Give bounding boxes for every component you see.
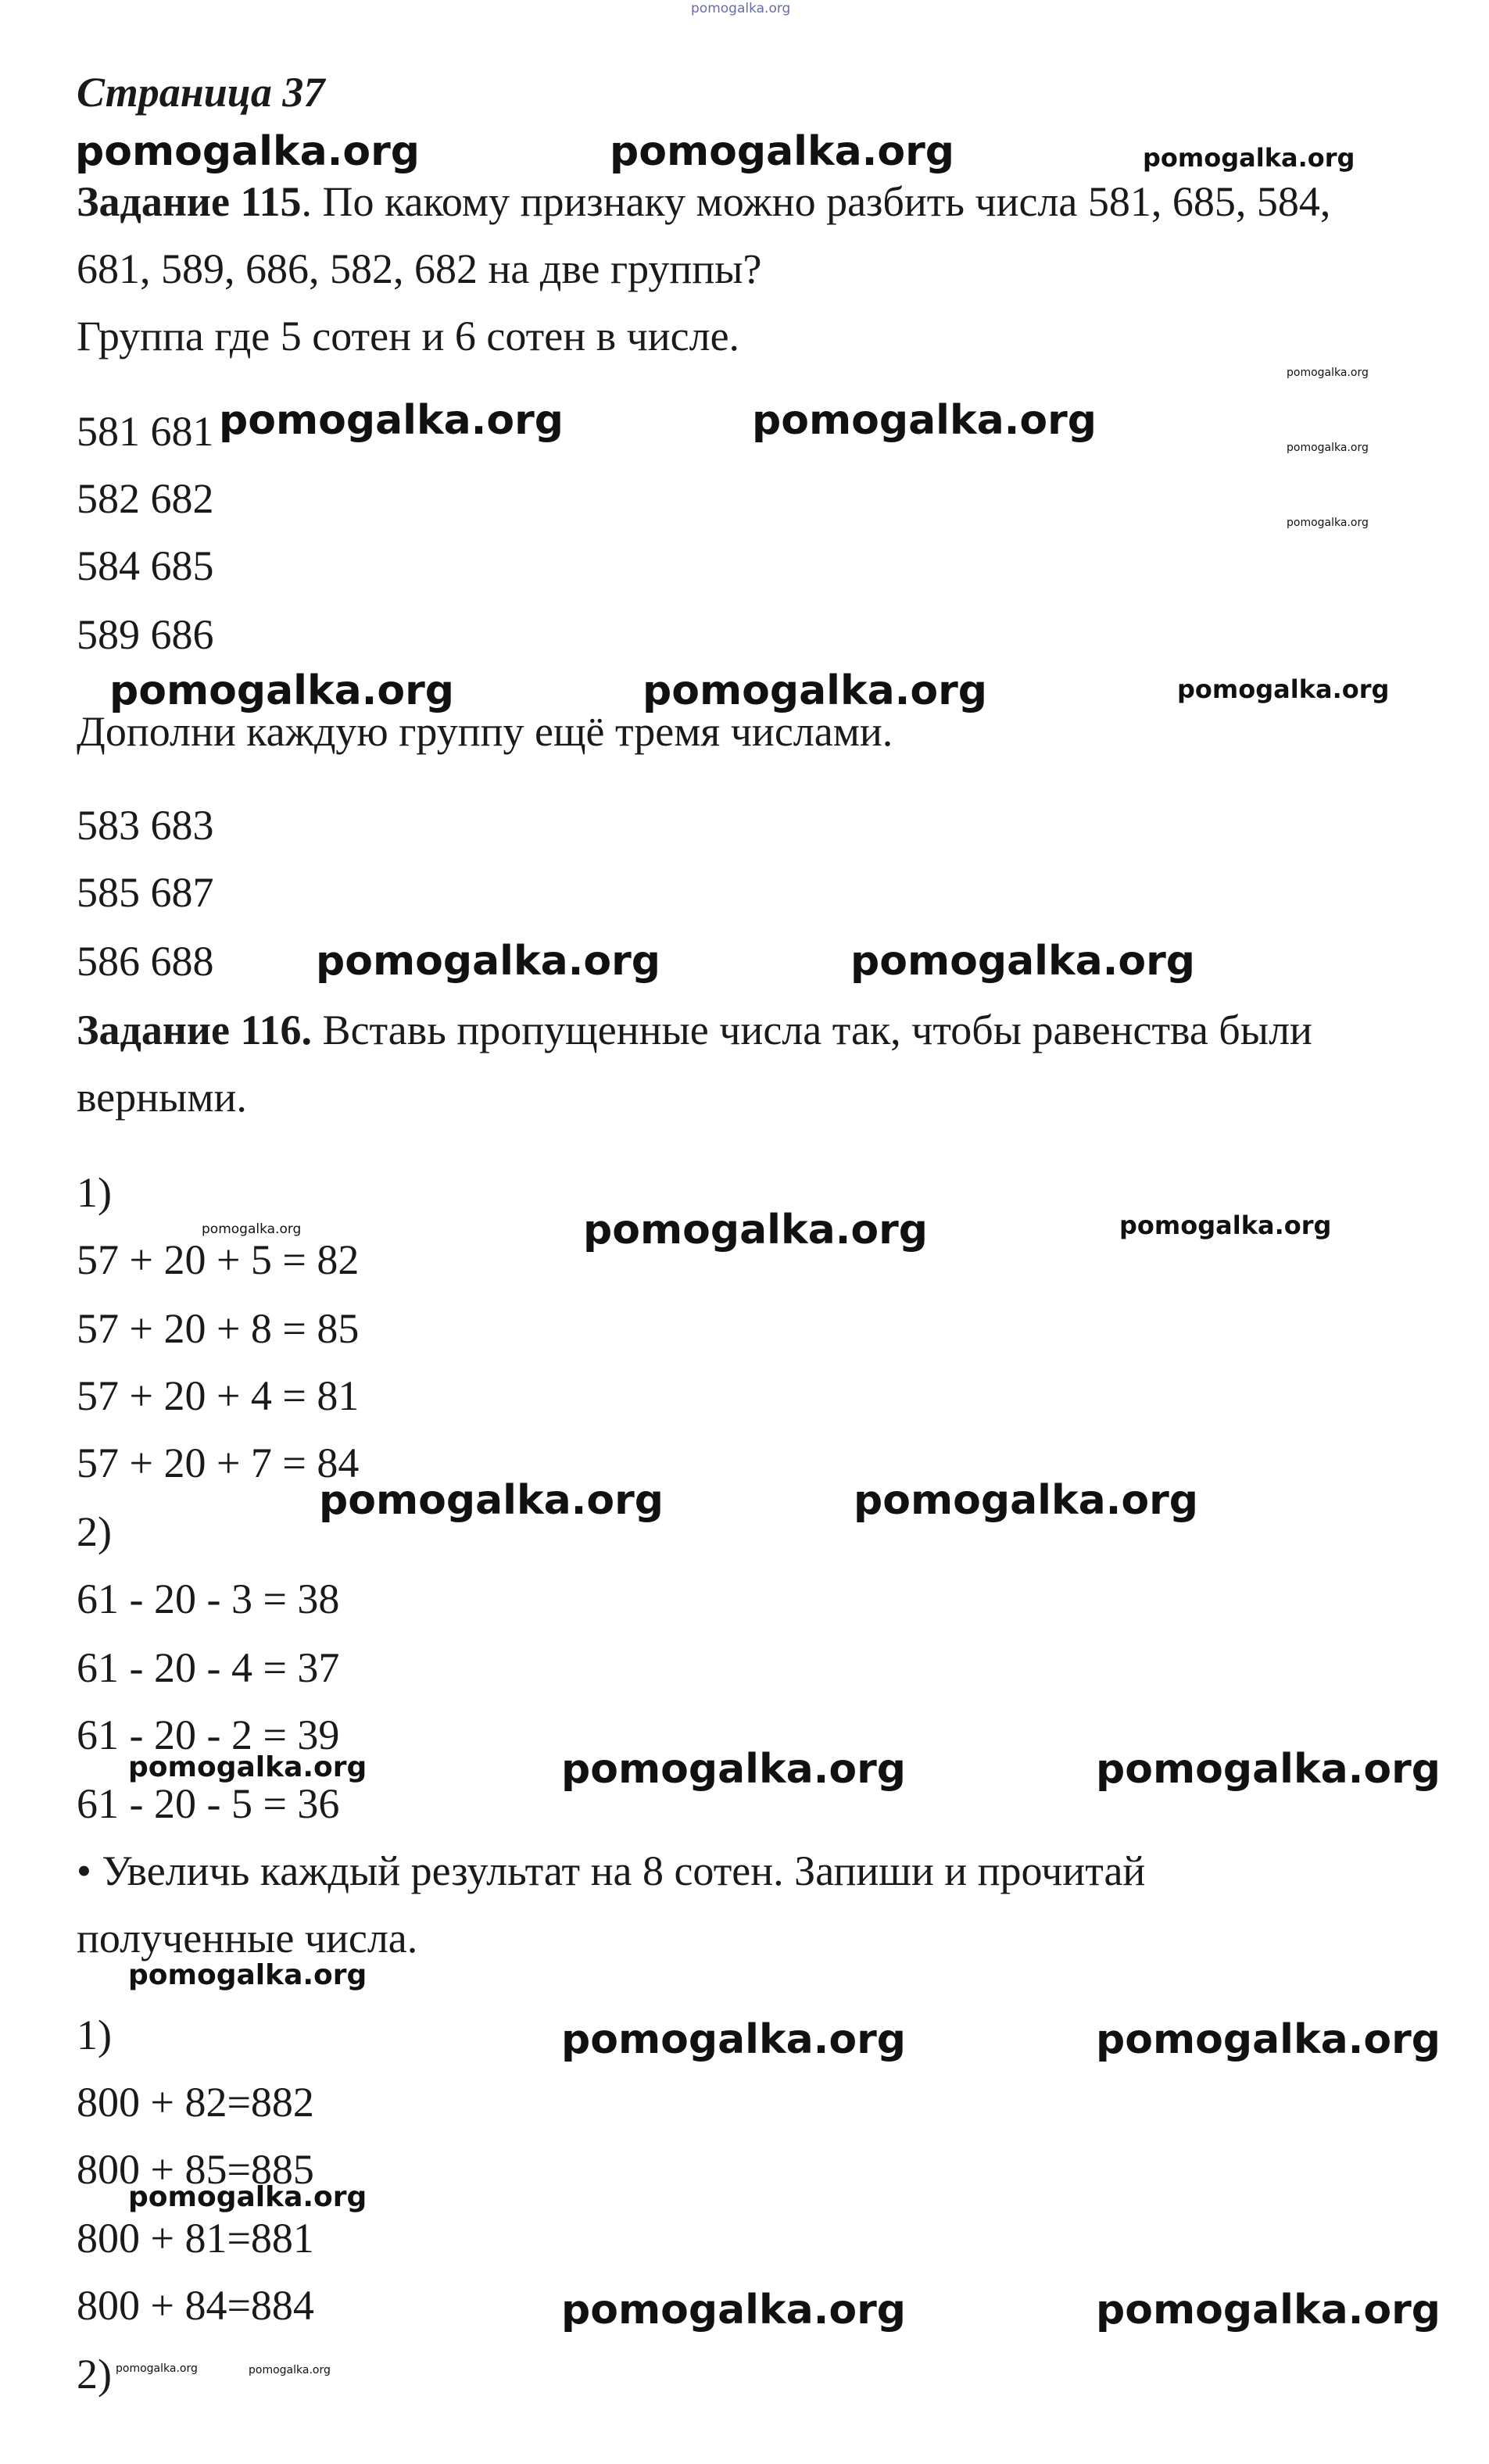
part-label: 1) — [77, 1169, 112, 1216]
watermark: pomogalka.org — [691, 1, 791, 16]
extra-row: 583 683 — [77, 802, 214, 849]
watermark: pomogalka.org — [319, 1477, 664, 1524]
watermark: pomogalka.org — [1287, 517, 1369, 529]
task-115-instruction: Дополни каждую группу ещё тремя числами. — [77, 708, 893, 755]
group-row: 582 682 — [77, 475, 214, 522]
equation: 57 + 20 + 8 = 85 — [77, 1305, 360, 1352]
page-title: Страница 37 — [77, 69, 325, 116]
answer-row: 800 + 81=881 — [77, 2215, 314, 2262]
equation: 57 + 20 + 4 = 81 — [77, 1372, 360, 1419]
task-116-question-text: Вставь пропущенные числа так, чтобы равенства были — [312, 1007, 1312, 1053]
watermark: pomogalka.org — [1287, 367, 1369, 379]
watermark: pomogalka.org — [202, 1221, 302, 1237]
watermark: pomogalka.org — [219, 397, 564, 444]
equation: 57 + 20 + 7 = 84 — [77, 1439, 360, 1486]
watermark: pomogalka.org — [610, 128, 955, 175]
watermark: pomogalka.org — [854, 1477, 1199, 1524]
watermark: pomogalka.org — [1177, 674, 1390, 704]
watermark: pomogalka.org — [128, 1751, 367, 1783]
part-label: 2) — [77, 2351, 112, 2398]
watermark: pomogalka.org — [752, 397, 1097, 444]
answer-row: 800 + 82=882 — [77, 2079, 314, 2126]
watermark: pomogalka.org — [249, 2364, 331, 2376]
watermark: pomogalka.org — [75, 128, 421, 175]
watermark: pomogalka.org — [561, 1746, 907, 1793]
equation: 57 + 20 + 5 = 82 — [77, 1236, 360, 1283]
task-116-question — [77, 1007, 1312, 1053]
bullet-instruction: • Увеличь каждый результат на 8 сотен. Запиши и прочитай — [77, 1847, 1146, 1894]
watermark: pomogalka.org — [561, 2287, 907, 2333]
group-row: 589 686 — [77, 611, 214, 658]
watermark: pomogalka.org — [1096, 2287, 1441, 2333]
watermark: pomogalka.org — [1143, 143, 1355, 173]
task-116-question-cont: верными. — [77, 1074, 247, 1121]
answer-row: 800 + 84=884 — [77, 2282, 314, 2329]
bullet-instruction-cont: полученные числа. — [77, 1915, 418, 1962]
group-row: 581 681 — [77, 408, 214, 455]
answer-row: 800 + 85=885 — [77, 2146, 314, 2193]
equation: 61 - 20 - 4 = 37 — [77, 1644, 340, 1691]
task-115-answer: Группа где 5 сотен и 6 сотен в числе. — [77, 313, 740, 359]
watermark: pomogalka.org — [128, 1959, 367, 1991]
watermark: pomogalka.org — [561, 2016, 907, 2063]
watermark: pomogalka.org — [1096, 1746, 1441, 1793]
watermark: pomogalka.org — [1119, 1211, 1332, 1240]
task-115-question-cont: 681, 589, 686, 582, 682 на две группы? — [77, 245, 762, 292]
extra-row: 586 688 — [77, 938, 214, 985]
watermark: pomogalka.org — [128, 2181, 367, 2213]
equation: 61 - 20 - 5 = 36 — [77, 1780, 340, 1827]
part-label: 2) — [77, 1508, 112, 1555]
task-115-question-text: . По какому признаку можно разбить числа 581, 685, 584, — [301, 178, 1331, 225]
watermark: pomogalka.org — [116, 2362, 198, 2375]
extra-row: 585 687 — [77, 869, 214, 916]
group-row: 584 685 — [77, 542, 214, 589]
watermark: pomogalka.org — [642, 667, 988, 714]
watermark: pomogalka.org — [109, 667, 455, 714]
watermark: pomogalka.org — [850, 938, 1196, 985]
task-116-label: Задание 116. — [77, 1007, 313, 1053]
task-115-label: Задание 115 — [77, 178, 302, 225]
equation: 61 - 20 - 3 = 38 — [77, 1575, 340, 1622]
equation: 61 - 20 - 2 = 39 — [77, 1711, 340, 1758]
task-115-question — [77, 178, 1330, 225]
watermark: pomogalka.org — [1096, 2016, 1441, 2063]
part-label: 1) — [77, 2012, 112, 2058]
watermark: pomogalka.org — [583, 1207, 929, 1253]
watermark: pomogalka.org — [1287, 442, 1369, 454]
watermark: pomogalka.org — [316, 938, 661, 985]
